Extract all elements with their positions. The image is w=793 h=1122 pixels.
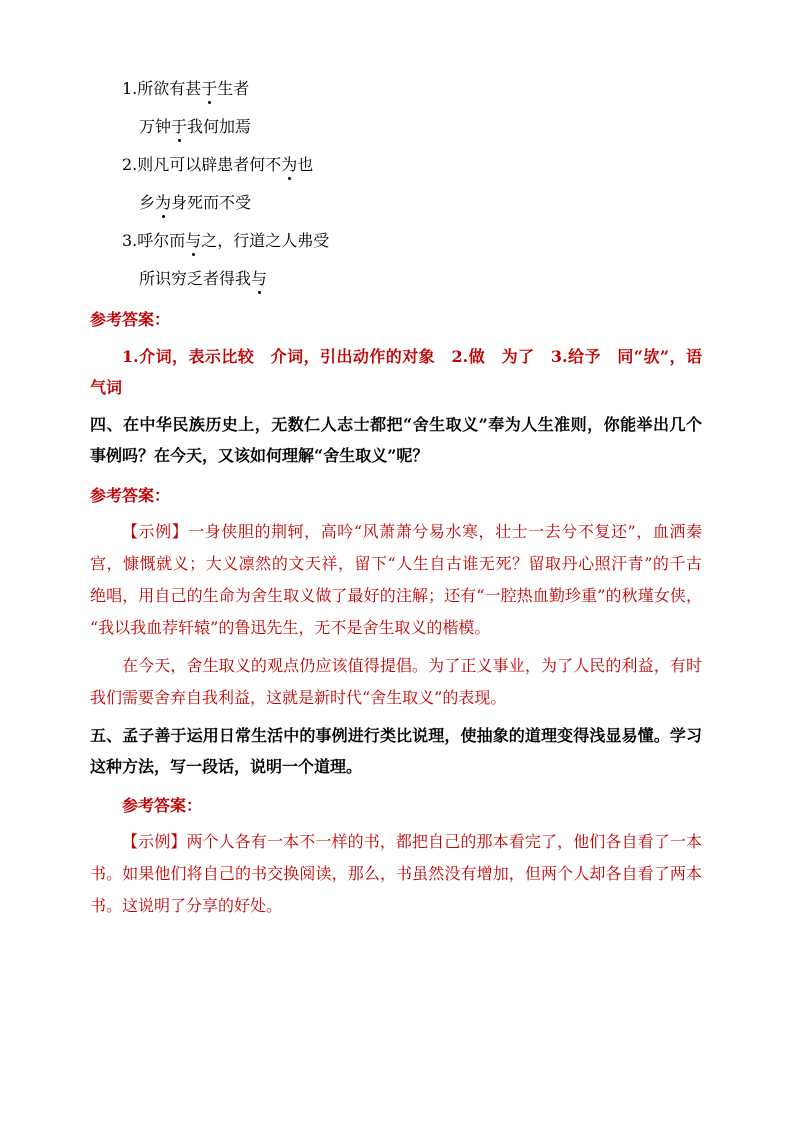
emphasis-char: 与 bbox=[251, 269, 268, 288]
item-text: 生者 bbox=[217, 79, 250, 98]
item-text: 身死而不受 bbox=[171, 193, 252, 212]
item-text: 乡 bbox=[139, 193, 156, 212]
question-5: 这种方法，写一段话，说明一个道理。 bbox=[90, 757, 363, 776]
answer-text: 气词 bbox=[90, 378, 123, 397]
answer-text bbox=[90, 554, 702, 574]
item-text: 所识穷乏者得我 bbox=[139, 269, 252, 288]
item-3b bbox=[139, 269, 267, 289]
answer-text bbox=[122, 832, 702, 852]
question-line: 四、在中华民族历史上，无数仁人志士都把“舍生取义”奉为人生准则，你能举出几个 bbox=[90, 415, 702, 434]
emphasis-char: 于 bbox=[201, 79, 218, 98]
answer-text bbox=[122, 347, 702, 367]
answer-line: 书。如果他们将自己的书交换阅读，那么，书虽然没有增加，但两个人却各自看了两本 bbox=[90, 864, 702, 883]
question-4: 事例吗？在今天，又该如何理解“舍生取义”呢？ bbox=[90, 446, 429, 465]
question-line: 五、孟子善于运用日常生活中的事例进行类比说理，使抽象的道理变得浅显易懂。学习 bbox=[90, 726, 702, 745]
emphasis-char: 为 bbox=[155, 193, 172, 212]
answer-text: 我们需要舍弃自我利益，这就是新时代“舍生取义”的表现。 bbox=[90, 688, 507, 707]
answer-label: 参考答案： bbox=[90, 310, 171, 329]
answer-line: 【示例】一身侠胆的荆轲，高吟“风萧萧兮易水寒，壮士一去兮不复还”，血洒秦 bbox=[122, 522, 702, 541]
item-text: 我何加焉 bbox=[187, 117, 252, 136]
item-3 bbox=[122, 231, 329, 251]
item-2b bbox=[139, 193, 251, 213]
answer-text: “我以我血荐轩辕”的鲁迅先生，无不是舍生取义的楷模。 bbox=[90, 618, 491, 637]
answer-text: 书。这说明了分享的好处。 bbox=[90, 896, 283, 915]
answer-label: 参考答案： bbox=[122, 796, 203, 815]
question-5 bbox=[90, 726, 702, 746]
answer-line: 【示例】两个人各有一本不一样的书，都把自己的那本看完了，他们各自看了一本 bbox=[122, 832, 702, 851]
answer-line: 宫，慷慨就义；大义凛然的文天祥，留下“人生自古谁无死？留取丹心照汗青”的千古 bbox=[90, 554, 702, 573]
item-text: 2.则凡可以辟患者何不 bbox=[122, 155, 282, 174]
item-2 bbox=[122, 155, 313, 175]
answer-line: 绝唱，用自己的生命为舍生取义做了最好的注解；还有“一腔热血勤珍重”的秋瑾女侠， bbox=[90, 586, 702, 605]
answer-text bbox=[90, 586, 702, 606]
answer-line: 1.介词，表示比较 介词，引出动作的对象 2.做 为了 3.给予 同“欤”，语 bbox=[122, 347, 702, 366]
answer-text bbox=[122, 656, 702, 676]
emphasis-char: 为 bbox=[281, 155, 298, 174]
item-1b bbox=[139, 117, 251, 137]
emphasis-char: 与 bbox=[185, 231, 202, 250]
answer-line: 在今天，舍生取义的观点仍应该值得提倡。为了正义事业，为了人民的利益，有时 bbox=[122, 656, 702, 675]
item-text: 之，行道之人弗受 bbox=[201, 231, 330, 250]
item-text: 3.呼尔而 bbox=[122, 231, 186, 250]
item-text: 也 bbox=[297, 155, 314, 174]
answer-text bbox=[122, 522, 702, 542]
item-text: 1.所欲有甚 bbox=[122, 79, 202, 98]
answer-text bbox=[90, 864, 702, 884]
answer-label: 参考答案： bbox=[90, 486, 171, 505]
emphasis-char: 于 bbox=[171, 117, 188, 136]
item-1 bbox=[122, 79, 249, 99]
item-text: 万钟 bbox=[139, 117, 172, 136]
question-4 bbox=[90, 415, 702, 435]
